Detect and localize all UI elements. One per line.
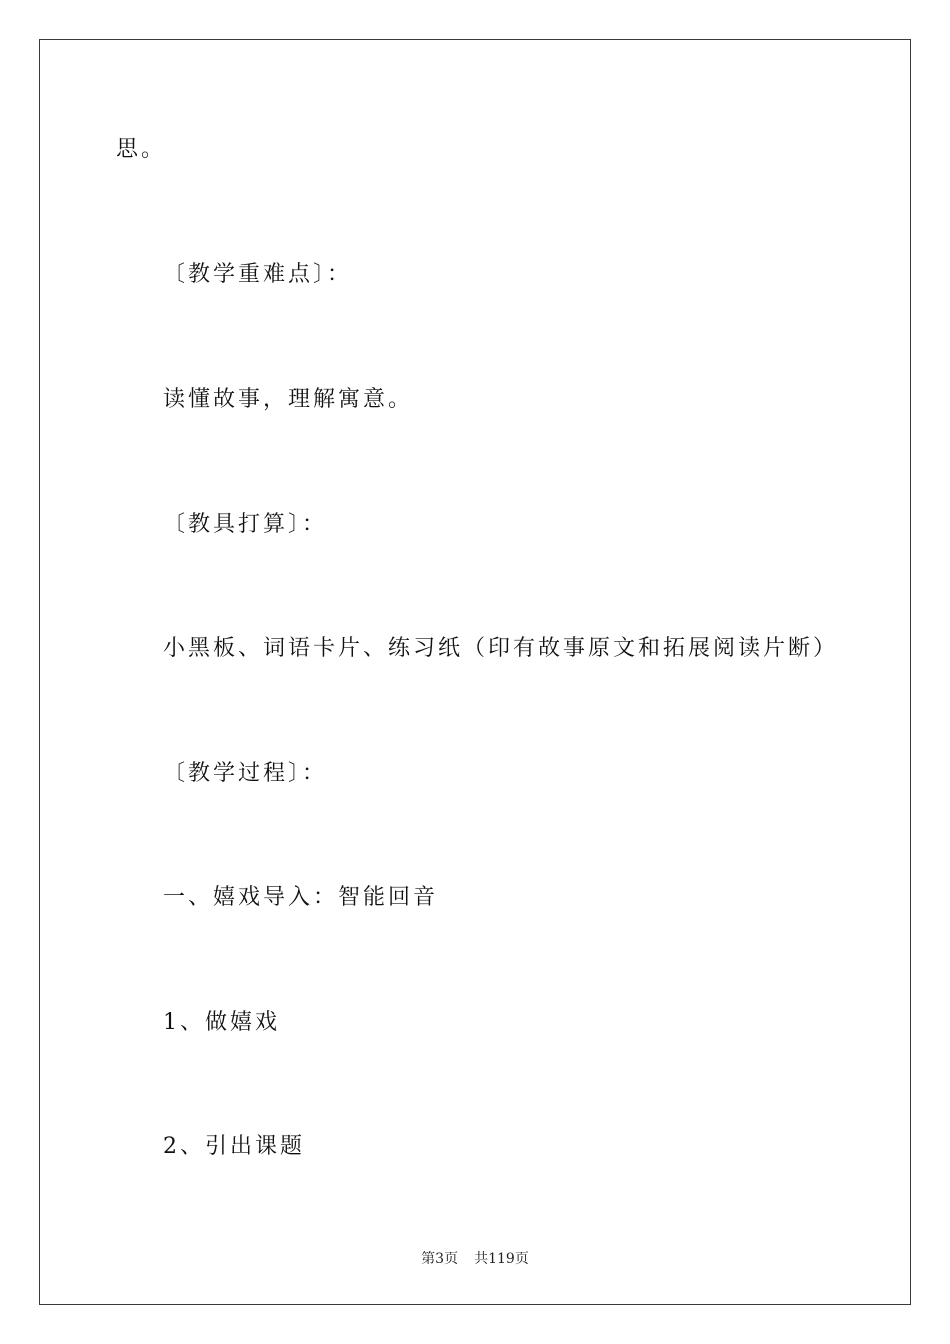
section-heading-game-intro: 一、嬉戏导入：智能回音 (163, 885, 439, 910)
page-border (39, 39, 911, 1305)
heading-teaching-aids: 〔教具打算〕： (163, 512, 328, 537)
page-number: 第3页 (421, 1251, 459, 1267)
page-total: 共119页 (474, 1251, 529, 1267)
list-item-1: 1、做嬉戏 (163, 1010, 280, 1035)
list-item-2: 2、引出课题 (163, 1134, 305, 1159)
text-line-teaching-aids: 小黑板、词语卡片、练习纸（印有故事原文和拓展阅读片断） (163, 636, 839, 661)
page-footer (0, 1248, 950, 1268)
heading-teaching-process: 〔教学过程〕： (163, 761, 328, 786)
text-line-continuation: 思。 (116, 137, 167, 162)
text-line-difficulties: 读懂故事，理解寓意。 (163, 387, 414, 412)
heading-teaching-difficulties: 〔教学重难点〕： (163, 262, 353, 287)
